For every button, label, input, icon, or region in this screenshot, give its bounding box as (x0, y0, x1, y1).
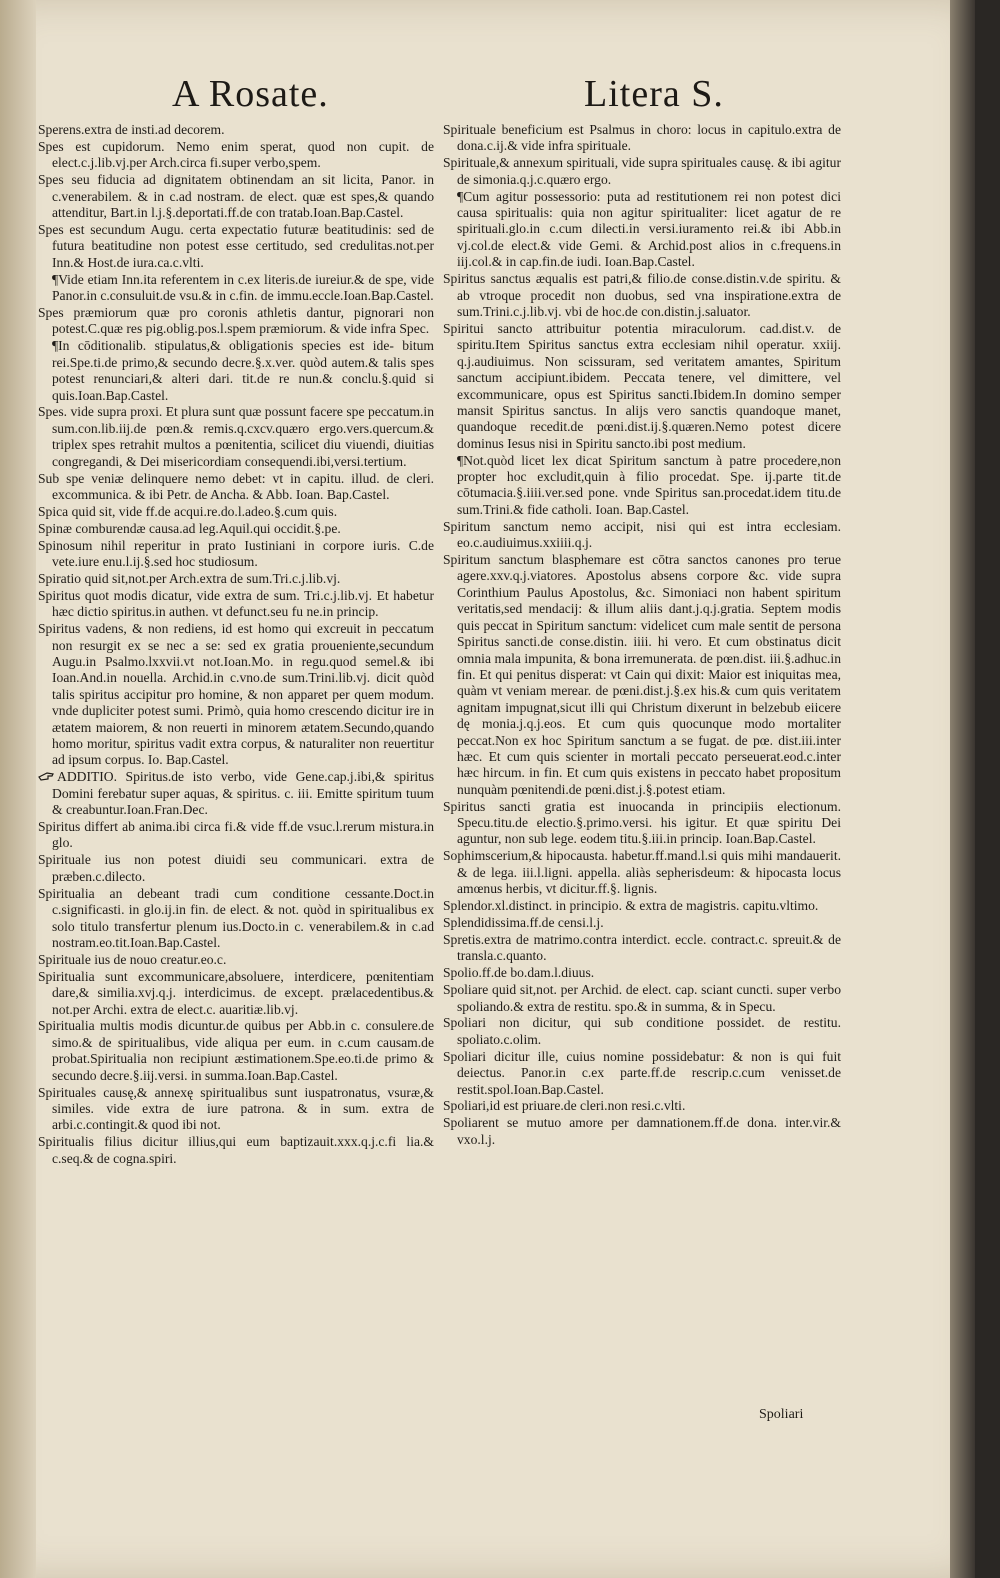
entry-text: Spiritum sanctum blasphemare est cōtra sanctos canones pro terue agere.xxv.q.j.viatores. Apostolus absens corpore &c. vide supra Corinthium Paulus Apostolus, &c. Simoniaci non habent spiritum veritatis,sed mendacij: & illum aliis dant.j.q.j.gratia. Septem modis quis peccat in Spiritum sanctum: videlicet cum male sentit de persona Spiritus sancti.de conse.distin. iiii. hi vero. Et cum obstinatus dicit omnia mala impunita, & bona irremunerata. de pœn.dist. iii.§.adhuc.in fin. Et qui penitus disperat: vt Cain qui dixit: Maior est iniquitas mea, quàm vt veniam merear. de pœni.dist.j.§.ex his.& cum quis veritatem agnitam impugnat,sicut illi qui Christum dixerunt in belzebub eiicere dę monia.j.q.j.eos. Et cum quis quocunque modo mortaliter peccat.Non ex hoc Spiritum sanctum a se fugat. de pœ. dist.iii.inter hæc. Et cum quis scienter in mortali peccato perseuerat.eod.c.inter hæc hircum. in fin. Et cum quis existens in peccato habet propositum nunquàm pœnitendi.de pœni.dist.j.§.potest etiam. (443, 552, 841, 797)
index-entry (443, 848, 841, 897)
entry-text: Spiritui sancto attribuitur potentia miraculorum. cad.dist.v. de spiritu.Item Spiritus sanctus extra ecclesiam nihil operatur. xxiij. q.j.audiuimus. Non scissuram, sed veritatem amantes, Spiritum sanctum accipiunt.ibidem. Peccata tenere, vel dimittere, vel excommunicare, opus est Spiritus sancti.Ibidem.In domino semper mansit Spiritus sanctus. In alijs vero sanctis quandoque manet, quandoque recedit.de pœni.dist.ij.§.quæren.Nemo potest dicere dominus Iesus nisi in Spiritu sancto.ibi post medium. (443, 320, 841, 451)
entry-text: Spiritus differt ab anima.ibi circa fi.& vide ff.de vsuc.l.rerum mistura.in glo. (38, 819, 434, 851)
index-entry (443, 519, 841, 552)
entry-text: ¶Cum agitur possessorio: puta ad restitutionem rei non potest dici causa spiritualis: quia non agitur spiritualiter: licet agatur de re spirituali.glo.in c.cum dilecti.in versi.iuramento rei.& ibi Abb.in vj.col.de elect.& vide Gemi. & Archid.post alios in c.frequens.in iij.col.& in cap.fin.de iudi. Ioan.Bap.Castel. (457, 188, 841, 270)
entry-text: Sophimscerium,& hipocausta. habetur.ff.mand.l.si quis mihi mandauerit. & de lega. iii.l.ligni. appella. aliàs sepherisdeum: & hipocasta locus amœnus herbis, vt dicitur.ff.§. lignis. (443, 848, 841, 897)
entry-text: Spoliari,id est priuare.de cleri.non resi.c.vlti. (443, 1098, 686, 1114)
entry-text: Spiritualia an debeant tradi cum conditione cessante.Doct.in c.significasti. in glo.ij.in fin. de elect. & not. quòd in spiritualibus ex solo titulo transfertur plenum ius.Docto.in c. venerabilem.& in c.ad nostram.eo.tit.Ioan.Bap.Castel. (38, 885, 434, 950)
entry-text: Sub spe veniæ delinquere nemo debet: vt in capitu. illud. de cleri. excommunica. & ibi Petr. de Ancha. & Abb. Ioan. Bap.Castel. (38, 470, 434, 502)
index-entry (38, 471, 434, 504)
index-entry (38, 172, 434, 221)
index-entry (38, 588, 434, 621)
pointing-hand-icon (38, 770, 54, 782)
entry-text: Splendidissima.ff.de censi.l.j. (443, 915, 604, 930)
entry-text: Sperens.extra de insti.ad decorem. (38, 122, 225, 137)
index-entry (38, 222, 434, 271)
entry-text: Spes est cupidorum. Nemo enim sperat, quod non cupit. de elect.c.j.lib.vj.per Arch.circa fi.super verbo,spem. (38, 138, 434, 171)
left-column (38, 122, 434, 1168)
entry-text: Spoliare quid sit,not. per Archid. de elect. cap. sciant cuncti. super verbo spoliando.& extra de restitu. spo.& in summa, & in Specu. (443, 982, 841, 1014)
index-entry (443, 1015, 841, 1048)
index-entry (443, 1098, 841, 1114)
index-entry (38, 1018, 434, 1084)
index-entry (443, 189, 841, 271)
index-entry (443, 898, 841, 914)
running-head-right: Litera S. (584, 73, 724, 115)
index-entry (38, 621, 434, 769)
additio-entry (38, 769, 434, 818)
index-entry (38, 338, 434, 404)
gutter-bleed-through (0, 0, 36, 1578)
entry-text: Spirituale beneficium est Psalmus in choro: locus in capitulo.extra de dona.c.ij.& vide infra spirituale. (443, 122, 841, 154)
entry-text: Spirituale,& annexum spirituali, vide supra spirituales causę. & ibi agitur de simonia.q.j.c.quæro ergo. (443, 155, 841, 187)
entry-text: Spiritus sanctus æqualis est patri,& filio.de conse.distin.v.de spiritu. & ab vtroque procedit non duobus, sed vna inspiratione.extra de sum.Trini.c.j.lib.vj. vbi de hoc.de con.distin.j.saluator. (443, 271, 841, 319)
index-entry (38, 1134, 434, 1167)
entry-text: ¶In cōditionalib. stipulatus,& obligationis species est ide- bitum rei.Spe.ti.de primo,& secundo decre.§.x.ver. quòd autem.& talis spes potest renunciari,& alteri dari. tit.de re nun.& conclu.§.quid si quis.Ioan.Bap.Castel. (52, 338, 434, 403)
index-entry (443, 965, 841, 981)
index-entry (443, 1049, 841, 1098)
index-entry (38, 952, 434, 968)
index-entry (38, 139, 434, 172)
entry-text: Spiratio quid sit,not.per Arch.extra de sum.Tri.c.j.lib.vj. (38, 570, 341, 586)
index-entry (38, 969, 434, 1018)
index-entry (443, 552, 841, 798)
index-entry (443, 155, 841, 188)
entry-text: Spica quid sit, vide ff.de acqui.re.do.l.adeo.§.cum quis. (38, 503, 338, 519)
index-entry (38, 852, 434, 885)
entry-text: Spes est secundum Augu. certa expectatio futuræ beatitudinis: sed de futura beatitudine non potest esse certitudo, sed credulitas.not.per Inn.& Host.de iura.ca.c.vlti. (38, 221, 434, 270)
index-entry (443, 1115, 841, 1148)
index-entry (38, 404, 434, 470)
entry-text: Spinæ comburendæ causa.ad leg.Aquil.qui occidit.§.pe. (38, 520, 341, 536)
index-entry (38, 305, 434, 338)
index-entry (443, 982, 841, 1015)
index-entry (38, 504, 434, 520)
index-entry (38, 886, 434, 952)
index-entry (38, 272, 434, 305)
entry-text: Spiritualia sunt excommunicare,absoluere, interdicere, pœnitentiam dare,& similia.xvj.q.j. interdicimus. de except. prælacedentibus.& not.per Archi. extra de elect.c. auaritiæ.lib.vj. (38, 968, 434, 1017)
index-entry (38, 819, 434, 852)
entry-text: Spoliari non dicitur, qui sub conditione possidet. de restitu. spoliato.c.olim. (443, 1015, 841, 1047)
entry-text: Spiritus vadens, & non rediens, id est homo qui excreuit in peccatum non resurgit ex se nec a se: sed ex gratia proueniente,secundum Augu.in Psalmo.lxxvii.vt not.Ioan.Mo. in regu.quod semel.& ibi Ioan.And.in nouella. Archid.in c.vno.de sum.Trini.lib.vj. dicit quòd talis spiritus accipitur pro homine, & non apparet per quem modum. vnde dupliciter potest sumi. Primò, quia homo crescendo dicitur ire in ætatem maiorem, & non reuerti in minorem ætatem.Secundo,quando homo moritur, spiritus vadit extra corpus, & naturaliter non reuertitur ad ipsum corpus. Io. Bap.Castel. (38, 621, 434, 768)
entry-text: ¶Not.quòd licet lex dicat Spiritum sanctum à patre procedere,non propter hoc excludit,quin à filio procedat. Spe. ij.parte tit.de cōtumacia.§.iiii.ver.sed pone. vnde Spiritus san.procedat.idem titu.de sum.Trini.& fide catholi. Ioan. Bap.Castel. (457, 452, 841, 517)
catchword: Spoliari (759, 1407, 804, 1422)
entry-text: Spes præmiorum quæ pro coronis athletis dantur, pignorari non potest.C.quæ res pig.oblig.pos.l.spem præmiorum. & vide infra Spec. (38, 304, 434, 337)
entry-text: Spretis.extra de matrimo.contra interdict. eccle. contract.c. spreuit.& de transla.c.quanto. (443, 931, 841, 964)
entry-text: Spirituales causę,& annexę spiritualibus sunt iuspatronatus, vsuræ,& similes. vide extra de iure patrona. & in sum. extra de arbi.c.contingit.& quod ibi not. (38, 1084, 434, 1133)
entry-text: ¶Vide etiam Inn.ita referentem in c.ex literis.de iureiur.& de spe, vide Panor.in c.consuluit.de vsu.& in c.fin. de immu.eccle.Ioan.Bap.Castel. (52, 271, 434, 304)
entry-text: Spes. vide supra proxi. Et plura sunt quæ possunt facere spe peccatum.in sum.con.lib.iij.de pœn.& remis.q.cxcv.quæro ergo.vers.quercum.& triplex spes retrahit multos a pœnitentia, scilicet diu viuendi, diuitias congregandi, & Dei misericordiam consequendi.ibi,versi.tertium. (38, 404, 434, 469)
entry-text: Spoliarent se mutuo amore per damnationem.ff.de dona. inter.vir.& vxo.l.j. (443, 1115, 841, 1147)
index-entry (443, 453, 841, 519)
entry-text: Spiritus quot modis dicatur, vide extra de sum. Tri.c.j.lib.vj. Et habetur hæc dictio spiritus.in authen. vt defunct.seu fu ne.in princip. (38, 587, 434, 620)
entry-text: ADDITIO. Spiritus.de isto verbo, vide Gene.cap.j.ibi,& spiritus Domini ferebatur super aquas, & spiritus. c. iii. Emitte spiritum tuum & creabuntur.Ioan.Fran.Dec. (52, 769, 434, 818)
entry-text: Spirituale ius non potest diuidi seu communicari. extra de præben.c.dilecto. (38, 852, 434, 884)
entry-text: Spiritum sanctum nemo accipit, nisi qui est intra ecclesiam. eo.c.audiuimus.xxiiii.q.j. (443, 518, 841, 551)
index-entry (38, 1085, 434, 1134)
entry-text: Spiritus sancti gratia est inuocanda in principiis electionum. Specu.titu.de electio.§.primo.versi. his igitur. Et quæ spiritu Dei aguntur, non sub lege. eodem titu.§.iii.in princip. Ioan.Bap.Castel. (443, 798, 841, 847)
index-entry (38, 571, 434, 587)
entry-text: Spinosum nihil reperitur in prato Iustiniani in corpore iuris. C.de vete.iure enu.l.ij.§.sed hoc studiosum. (38, 537, 434, 570)
index-entry (443, 915, 841, 931)
entry-text: Spiritualia multis modis dicuntur.de quibus per Abb.in c. consulere.de simo.& de spiritualibus, vide aliqua per eum. in c.cum causam.de probat.Spiritualia non recipiunt æstimationem.Spe.eo.ti.de primo & secundo decre.§.iij.versi. in summa.Ioan.Bap.Castel. (38, 1018, 434, 1083)
right-column (443, 122, 841, 1149)
index-entry (38, 521, 434, 537)
index-entry (38, 122, 434, 138)
entry-text: Spiritualis filius dicitur illius,qui eum baptizauit.xxx.q.j.c.fi lia.& c.seq.& de cogna.spiri. (38, 1134, 434, 1166)
entry-text: Spirituale ius de nouo creatur.eo.c. (38, 951, 227, 967)
index-entry (443, 932, 841, 965)
page-edge-shadow (950, 0, 975, 1578)
entry-text: Splendor.xl.distinct. in principio. & extra de magistris. capitu.vltimo. (443, 898, 819, 914)
entry-text: Spes seu fiducia ad dignitatem obtinendam an sit licita, Panor. in c.venerabilem. & in c.ad nostram. de elect. quæ est spes,& quando attenditur, Bart.in l.j.§.deportati.ff.de con tratab.Ioan.Bap.Castel. (38, 172, 434, 221)
index-entry (443, 799, 841, 848)
entry-text: Spoliari dicitur ille, cuius nomine possidebatur: & non is qui fuit deiectus. Panor.in c.ex parte.ff.de rescrip.c.cum venisset.de restit.spol.Ioan.Bap.Castel. (443, 1048, 841, 1097)
index-entry (443, 122, 841, 155)
entry-text: Spolio.ff.de bo.dam.l.diuus. (443, 965, 595, 981)
running-head-left: A Rosate. (172, 73, 329, 115)
index-entry (38, 538, 434, 571)
index-entry (443, 321, 841, 452)
index-entry (443, 271, 841, 320)
